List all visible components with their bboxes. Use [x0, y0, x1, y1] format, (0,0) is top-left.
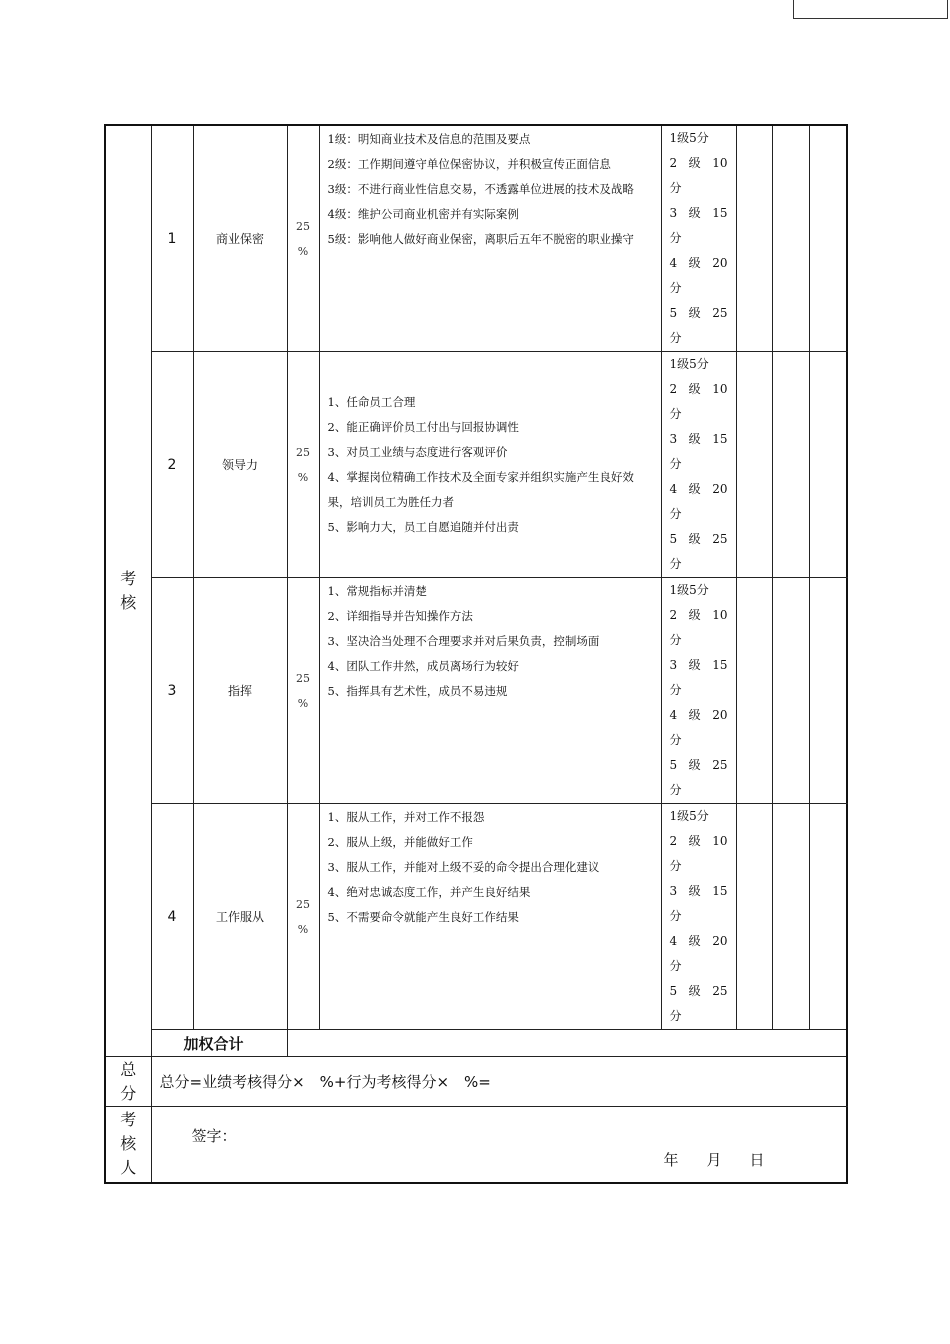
- standard-line: 2、能正确评价员工付出与回报协调性: [327, 420, 519, 434]
- level-unit: 分: [669, 281, 682, 295]
- standard-line: 5、影响力大，员工自愿追随并付出责: [327, 520, 519, 534]
- standard-line: 5级：影响他人做好商业保密，离职后五年不脱密的职业操守: [327, 232, 634, 246]
- score-cell[interactable]: [809, 804, 847, 1030]
- level-unit: 分: [669, 181, 682, 195]
- score-cell[interactable]: [809, 352, 847, 578]
- standard-line: 1、常规指标并清楚: [327, 584, 427, 598]
- level-l5: 5 级 25: [669, 984, 728, 998]
- level-1: 1级5分: [669, 809, 709, 823]
- item-number: 2: [151, 352, 193, 578]
- level-unit: 分: [669, 407, 682, 421]
- signature-area[interactable]: [151, 1107, 847, 1183]
- standard-line: 5、指挥具有艺术性，成员不易违规: [327, 684, 508, 698]
- item-standards: [319, 804, 661, 1030]
- year-label: 年: [663, 1151, 679, 1169]
- score-cell[interactable]: [809, 578, 847, 804]
- total-score-label: 总分: [105, 1057, 151, 1107]
- item-number: 1: [151, 125, 193, 352]
- item-number: 3: [151, 578, 193, 804]
- weighted-total-label: 加权合计: [151, 1030, 287, 1057]
- level-unit: 分: [669, 683, 682, 697]
- standard-line: 4、绝对忠诚态度工作，并产生良好结果: [327, 885, 531, 899]
- item-levels: [661, 804, 736, 1030]
- signature-label: 签字：: [191, 1127, 237, 1145]
- level-l4: 4 级 20: [669, 482, 728, 496]
- level-l4: 4 级 20: [669, 708, 728, 722]
- day-label: 日: [749, 1151, 765, 1169]
- item-weight: 25 %: [287, 352, 319, 578]
- level-unit: 分: [669, 733, 682, 747]
- item-standards: [319, 125, 661, 352]
- item-standards: [319, 578, 661, 804]
- level-l2: 2 级 10: [669, 382, 728, 396]
- level-unit: 分: [669, 959, 682, 973]
- score-cell[interactable]: [736, 352, 772, 578]
- level-l4: 4 级 20: [669, 256, 728, 270]
- level-unit: 分: [669, 557, 682, 571]
- level-l2: 2 级 10: [669, 156, 728, 170]
- standard-line: 4、团队工作井然，成员离场行为较好: [327, 659, 519, 673]
- item-weight: 25 %: [287, 578, 319, 804]
- level-unit: 分: [669, 331, 682, 345]
- standard-line: 3级：不进行商业性信息交易，不透露单位进展的技术及战略: [327, 182, 634, 196]
- standard-line: 2级：工作期间遵守单位保密协议，并积极宣传正面信息: [327, 157, 611, 171]
- standard-line: 2、服从上级，并能做好工作: [327, 835, 473, 849]
- item-weight: 25 %: [287, 804, 319, 1030]
- score-cell[interactable]: [736, 125, 772, 352]
- item-levels: [661, 125, 736, 352]
- score-cell[interactable]: [772, 804, 809, 1030]
- item-name: 商业保密: [193, 125, 287, 352]
- item-name: 工作服从: [193, 804, 287, 1030]
- item-levels: [661, 352, 736, 578]
- standard-line: 5、不需要命令就能产生良好工作结果: [327, 910, 519, 924]
- score-cell[interactable]: [772, 352, 809, 578]
- item-row: [105, 125, 847, 352]
- month-label: 月: [706, 1151, 722, 1169]
- level-unit: 分: [669, 1009, 682, 1023]
- level-1: 1级5分: [669, 357, 709, 371]
- item-standards: [319, 352, 661, 578]
- level-l4: 4 级 20: [669, 934, 728, 948]
- standard-line: 1级：明知商业技术及信息的范围及要点: [327, 132, 531, 146]
- score-cell[interactable]: [736, 578, 772, 804]
- level-unit: 分: [669, 859, 682, 873]
- level-l2: 2 级 10: [669, 834, 728, 848]
- standard-line: 3、服从工作，并能对上级不妥的命令提出合理化建议: [327, 860, 600, 874]
- score-cell[interactable]: [736, 804, 772, 1030]
- level-unit: 分: [669, 783, 682, 797]
- item-name: 领导力: [193, 352, 287, 578]
- item-row: [105, 804, 847, 1030]
- reviewer-label: 考核人: [105, 1107, 151, 1183]
- level-unit: 分: [669, 457, 682, 471]
- level-l3: 3 级 15: [669, 658, 728, 672]
- assessment-table: [104, 124, 848, 1184]
- level-l5: 5 级 25: [669, 532, 728, 546]
- header-box: [793, 0, 948, 19]
- section-label: 考核: [105, 125, 151, 1057]
- level-unit: 分: [669, 231, 682, 245]
- standard-line: 1、任命员工合理: [327, 395, 416, 409]
- standard-line: 1、服从工作，并对工作不报怨: [327, 810, 485, 824]
- score-cell[interactable]: [772, 578, 809, 804]
- weighted-total-value[interactable]: [287, 1030, 847, 1057]
- level-l2: 2 级 10: [669, 608, 728, 622]
- standard-line: 4级：维护公司商业机密并有实际案例: [327, 207, 519, 221]
- score-cell[interactable]: [772, 125, 809, 352]
- level-unit: 分: [669, 633, 682, 647]
- item-levels: [661, 578, 736, 804]
- total-score-formula: 总分=业绩考核得分× %+行为考核得分× %=: [151, 1057, 847, 1107]
- level-l5: 5 级 25: [669, 758, 728, 772]
- level-l3: 3 级 15: [669, 432, 728, 446]
- level-unit: 分: [669, 909, 682, 923]
- level-1: 1级5分: [669, 583, 709, 597]
- level-l3: 3 级 15: [669, 206, 728, 220]
- item-row: [105, 578, 847, 804]
- standard-line: 2、详细指导并告知操作方法: [327, 609, 473, 623]
- date-line: [664, 1149, 793, 1170]
- score-cell[interactable]: [809, 125, 847, 352]
- item-number: 4: [151, 804, 193, 1030]
- level-1: 1级5分: [669, 131, 709, 145]
- standard-line: 3、对员工业绩与态度进行客观评价: [327, 445, 508, 459]
- item-row: [105, 352, 847, 578]
- item-name: 指挥: [193, 578, 287, 804]
- standard-line: 4、掌握岗位精确工作技术及全面专家并组织实施产生良好效果，培训员工为胜任力者: [327, 470, 634, 509]
- level-l5: 5 级 25: [669, 306, 728, 320]
- level-l3: 3 级 15: [669, 884, 728, 898]
- level-unit: 分: [669, 507, 682, 521]
- item-weight: 25 %: [287, 125, 319, 352]
- standard-line: 3、坚决洽当处理不合理要求并对后果负责，控制场面: [327, 634, 600, 648]
